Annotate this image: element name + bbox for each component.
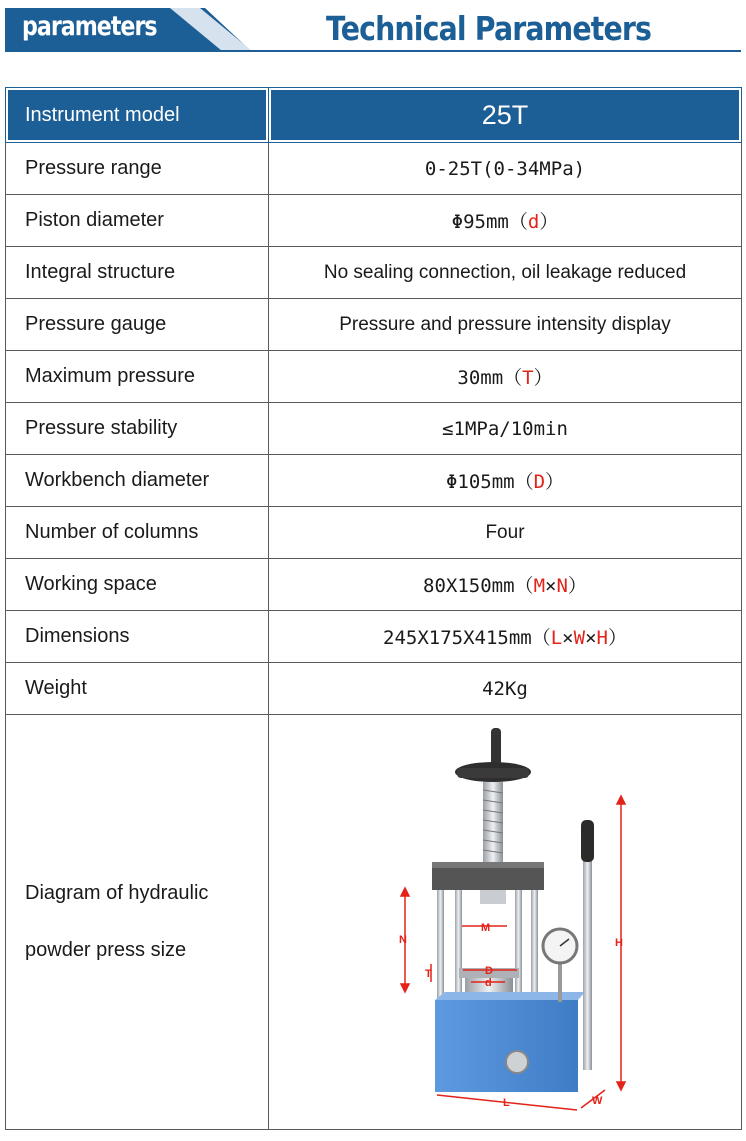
wheel-handle <box>491 728 501 766</box>
dim-label-H: H <box>615 936 623 949</box>
row-value: Four <box>269 507 742 559</box>
column <box>515 890 522 1000</box>
dim-label-W: W <box>592 1094 603 1107</box>
column <box>455 890 462 1000</box>
dim-label-T: T <box>425 967 432 980</box>
dim-label-D: D <box>485 964 493 977</box>
header-banner <box>0 0 746 58</box>
banner-tag-text: parameters <box>22 11 157 42</box>
header-label: Instrument model <box>6 88 269 143</box>
press-base <box>435 1000 578 1092</box>
table-row <box>6 247 742 299</box>
header-value: 25T <box>269 88 742 143</box>
row-label: Number of columns <box>6 507 269 559</box>
row-value: Φ105mm（D） <box>269 455 742 507</box>
row-label: Pressure stability <box>6 403 269 455</box>
table-row <box>6 611 742 663</box>
diagram-label <box>6 715 269 1130</box>
table-row <box>6 663 742 715</box>
release-knob <box>506 1051 528 1073</box>
diagram-label-line2: powder press size <box>25 939 187 961</box>
row-label: Workbench diameter <box>6 455 269 507</box>
pump-handle <box>583 830 592 1070</box>
dim-label-L: L <box>503 1096 510 1109</box>
column <box>531 890 538 1000</box>
row-value: Φ95mm（d） <box>269 195 742 247</box>
row-value: 0-25T(0-34MPa) <box>269 143 742 195</box>
diagram-label-line1: Diagram of hydraulic <box>25 882 209 904</box>
parameters-table <box>5 87 742 1130</box>
table-row <box>6 143 742 195</box>
row-label: Piston diameter <box>6 195 269 247</box>
table-row <box>6 403 742 455</box>
row-value: Pressure and pressure intensity display <box>269 299 742 351</box>
banner-rule <box>5 50 741 52</box>
table-row <box>6 507 742 559</box>
row-label: Working space <box>6 559 269 611</box>
table-row <box>6 195 742 247</box>
row-value: 245X175X415mm（L×W×H） <box>269 611 742 663</box>
dim-label-M: M <box>481 921 491 934</box>
row-value: 80X150mm（M×N） <box>269 559 742 611</box>
page-title: Technical Parameters <box>326 9 652 48</box>
dim-label-N: N <box>399 933 407 946</box>
table-row <box>6 351 742 403</box>
diagram-cell <box>269 715 742 1130</box>
row-label: Pressure gauge <box>6 299 269 351</box>
row-value: ≤1MPa/10min <box>269 403 742 455</box>
column <box>437 890 444 1000</box>
row-value: 30mm（T） <box>269 351 742 403</box>
table-row <box>6 559 742 611</box>
row-label: Integral structure <box>6 247 269 299</box>
table-row <box>6 455 742 507</box>
row-label: Weight <box>6 663 269 715</box>
table-row-diagram <box>6 715 742 1130</box>
row-label: Dimensions <box>6 611 269 663</box>
row-value: 42Kg <box>269 663 742 715</box>
row-label: Maximum pressure <box>6 351 269 403</box>
row-label: Pressure range <box>6 143 269 195</box>
table-row <box>6 299 742 351</box>
dim-label-d: d <box>485 976 492 989</box>
row-value: No sealing connection, oil leakage reduced <box>269 247 742 299</box>
table-header-row <box>6 88 742 143</box>
hydraulic-press-diagram <box>355 720 655 1125</box>
